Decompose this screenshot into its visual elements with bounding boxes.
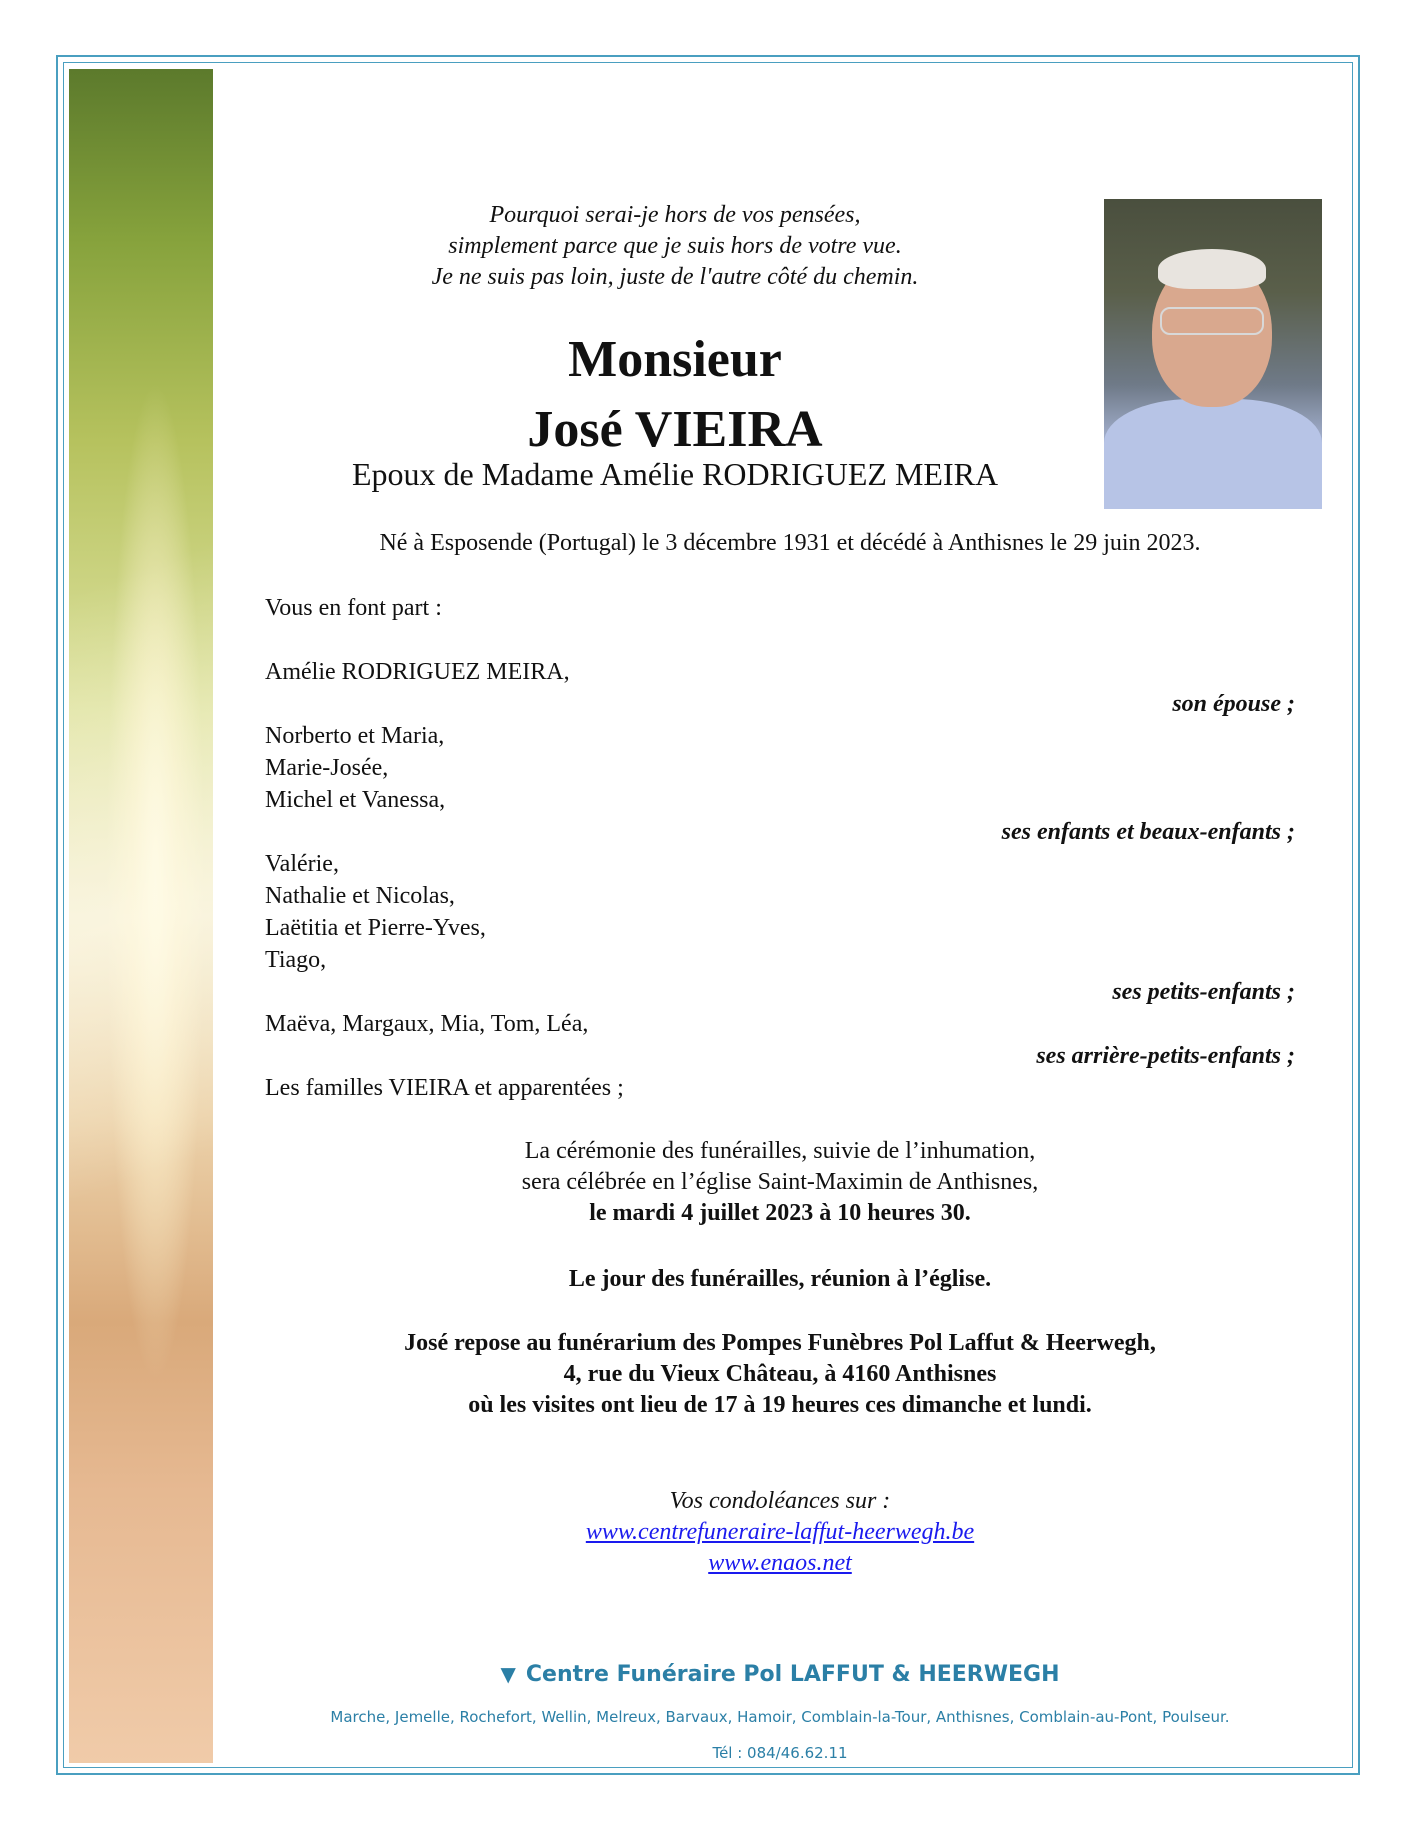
honorific: Monsieur bbox=[568, 331, 782, 388]
family-name: Michel et Vanessa, bbox=[265, 787, 446, 813]
family-name: Norberto et Maria, bbox=[265, 723, 445, 749]
footer-tel: Tél : 084/46.62.11 bbox=[712, 1744, 848, 1762]
spouse-relation: son épouse ; bbox=[1172, 691, 1295, 717]
rest-line: où les visites ont lieu de 17 à 19 heures ces dimanche et lundi. bbox=[468, 1392, 1092, 1418]
condolences-block bbox=[300, 1486, 1260, 1579]
footer-title bbox=[300, 1662, 1260, 1687]
children-relation: ses enfants et beaux-enfants ; bbox=[1001, 819, 1295, 845]
family-name: Laëtitia et Pierre-Yves, bbox=[265, 915, 486, 941]
announcement-intro: Vous en font part : bbox=[265, 595, 442, 621]
poem-line: simplement parce que je suis hors de votre vue. bbox=[448, 233, 902, 259]
poem-line: Je ne suis pas loin, juste de l'autre côté du chemin. bbox=[431, 264, 919, 290]
condolence-link-2[interactable]: www.enaos.net bbox=[708, 1550, 852, 1576]
spouse-names bbox=[265, 656, 570, 688]
family-name: Tiago, bbox=[265, 947, 327, 973]
portrait-photo bbox=[1104, 199, 1322, 509]
meeting-line: Le jour des funérailles, réunion à l’église. bbox=[568, 1266, 992, 1292]
grandchildren-names bbox=[265, 848, 486, 976]
great-grandchildren-names bbox=[265, 1008, 588, 1040]
rest-line: 4, rue du Vieux Château, à 4160 Anthisnes bbox=[563, 1361, 997, 1387]
children-names bbox=[265, 720, 445, 816]
condolence-link-1[interactable]: www.centrefuneraire-laffut-heerwegh.be bbox=[585, 1519, 975, 1545]
condolences-label: Vos condoléances sur : bbox=[669, 1488, 891, 1514]
ceremony-line: sera célébrée en l’église Saint-Maximin de Anthisnes, bbox=[521, 1169, 1039, 1195]
family-name: Marie-Josée, bbox=[265, 755, 389, 781]
footer-towns: Marche, Jemelle, Rochefort, Wellin, Melreux, Barvaux, Hamoir, Comblain-la-Tour, Anthisnes, Comblain-au-Pont, Poulseur. bbox=[330, 1708, 1230, 1726]
grandchildren-relation: ses petits-enfants ; bbox=[1112, 979, 1295, 1005]
families-line: Les familles VIEIRA et apparentées ; bbox=[265, 1075, 624, 1101]
ceremony-date: le mardi 4 juillet 2023 à 10 heures 30. bbox=[589, 1200, 971, 1226]
great-grandchildren-relation: ses arrière-petits-enfants ; bbox=[1036, 1043, 1295, 1069]
funeral-home-block bbox=[300, 1328, 1260, 1421]
poem-line: Pourquoi serai-je hors de vos pensées, bbox=[489, 202, 861, 228]
ceremony-block bbox=[300, 1136, 1260, 1229]
forest-path-image bbox=[69, 69, 213, 1763]
poem bbox=[300, 200, 1050, 293]
triangle-down-icon: ▼ bbox=[500, 1662, 516, 1686]
footer-title-text: Centre Funéraire Pol LAFFUT & HEERWEGH bbox=[525, 1662, 1060, 1687]
spouse-line: Epoux de Madame Amélie RODRIGUEZ MEIRA bbox=[351, 456, 999, 492]
birth-death-line: Né à Esposende (Portugal) le 3 décembre 1931 et décédé à Anthisnes le 29 juin 2023. bbox=[379, 530, 1201, 556]
family-name: Valérie, bbox=[265, 851, 339, 877]
family-name: Nathalie et Nicolas, bbox=[265, 883, 455, 909]
rest-line: José repose au funérarium des Pompes Funèbres Pol Laffut & Heerwegh, bbox=[404, 1330, 1156, 1356]
deceased-name: José VIEIRA bbox=[527, 401, 823, 458]
family-name: Amélie RODRIGUEZ MEIRA, bbox=[265, 659, 570, 685]
family-name: Maëva, Margaux, Mia, Tom, Léa, bbox=[265, 1011, 589, 1037]
ceremony-line: La cérémonie des funérailles, suivie de l’inhumation, bbox=[524, 1138, 1036, 1164]
